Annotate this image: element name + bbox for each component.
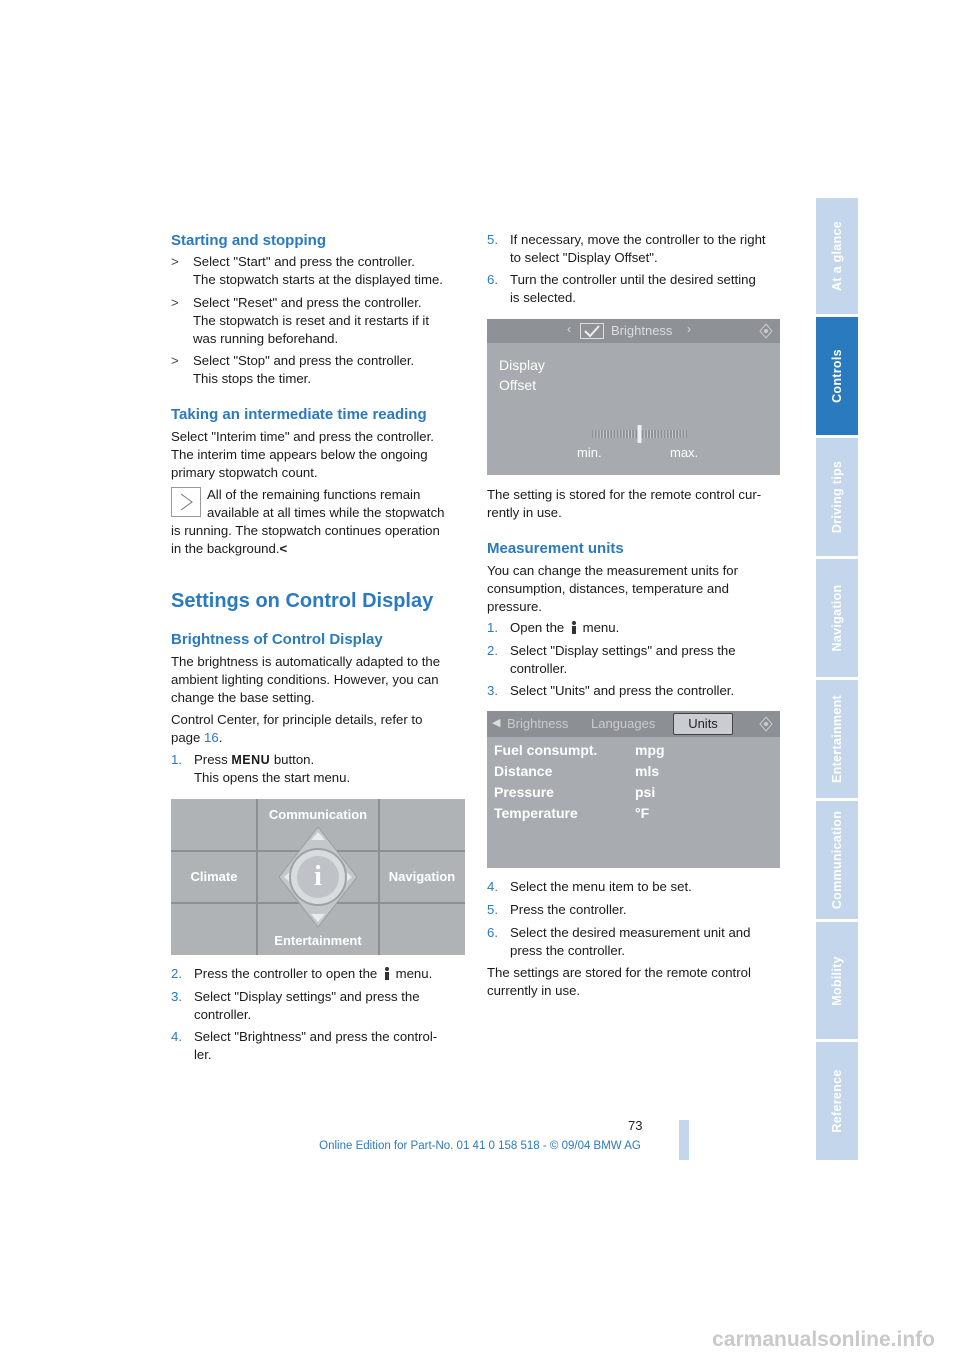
list-item: > Select "Start" and press the controller. The stopwatch starts at the displayed time.: [171, 254, 443, 287]
step-5: 5. If necessary, move the controller to the right to select "Display Offset".: [487, 232, 766, 265]
heading-starting-stopping: Starting and stopping: [171, 232, 326, 249]
units-step-3: 3. Select "Units" and press the controller.: [487, 683, 735, 698]
chevron-right-icon: ›: [687, 322, 691, 336]
brightness-screenshot: [487, 319, 780, 475]
paragraph-setting-stored: The setting is stored for the remote control cur- rently in use.: [487, 487, 762, 520]
max-label: max.: [670, 445, 699, 460]
back-icon[interactable]: ◀: [492, 717, 501, 729]
units-row-value: mpg: [635, 742, 665, 758]
heading-intermediate-time: Taking an intermediate time reading: [171, 406, 427, 423]
tab-communication[interactable]: Communication: [816, 801, 858, 919]
list-item: > Select "Reset" and press the controller. The stopwatch is reset and it restarts if it was running beforehand.: [171, 295, 430, 346]
page-link[interactable]: 16: [204, 730, 219, 745]
info-icon: [383, 967, 390, 980]
brightness-title: Brightness: [611, 323, 673, 338]
check-icon: [580, 323, 604, 339]
menu-item-climate[interactable]: Climate: [190, 869, 238, 884]
tab-units[interactable]: Units: [673, 713, 733, 735]
heading-settings-control-display: Settings on Control Display: [171, 590, 434, 612]
units-step-4: 4. Select the menu item to be set.: [487, 879, 692, 894]
footer-edition: Online Edition for Part-No. 01 41 0 158 518 - © 09/04 BMW AG: [319, 1140, 641, 1152]
paragraph-brightness: The brightness is automatically adapted to the ambient lighting conditions. However, you can change the base setting.: [171, 654, 441, 705]
step-3: 3. Select "Display settings" and press the controller.: [171, 989, 420, 1022]
tab-brightness[interactable]: Brightness: [507, 716, 569, 731]
offset-label: Offset: [499, 377, 537, 393]
paragraph-control-center: Control Center, for principle details, refer to page 16.: [171, 712, 423, 745]
watermark: carmanualsonline.info: [712, 1328, 935, 1351]
start-menu-screenshot: [171, 799, 465, 955]
units-step-6: 6. Select the desired measurement unit and press the controller.: [487, 925, 751, 958]
slider-knob[interactable]: [638, 425, 642, 443]
note-text: All of the remaining functions remain available at all times while the stopwatch: [207, 487, 445, 520]
page-number: 73: [628, 1118, 643, 1133]
brightness-slider[interactable]: [592, 425, 687, 443]
step-6: 6. Turn the controller until the desired setting is selected.: [487, 272, 756, 305]
units-row-label[interactable]: Distance: [494, 763, 553, 779]
heading-brightness: Brightness of Control Display: [171, 631, 383, 648]
units-row-label[interactable]: Temperature: [494, 805, 578, 821]
note-text-cont: is running. The stopwatch continues operation in the background.<: [171, 523, 440, 556]
paragraph-interim: Select "Interim time" and press the controller. The interim time appears below the ongoing primary stopwatch count.: [171, 429, 434, 480]
tab-driving-tips[interactable]: Driving tips: [816, 438, 858, 556]
paragraph-settings-stored: The settings are stored for the remote control currently in use.: [487, 965, 751, 998]
info-icon: [570, 621, 577, 634]
menu-item-communication[interactable]: Communication: [268, 807, 368, 822]
units-row-label[interactable]: Pressure: [494, 784, 554, 800]
units-row-label[interactable]: Fuel consumpt.: [494, 742, 598, 758]
menu-item-navigation[interactable]: Navigation: [388, 869, 456, 884]
tab-entertainment[interactable]: Entertainment: [816, 680, 858, 798]
heading-measurement-units: Measurement units: [487, 540, 624, 557]
scroll-icon[interactable]: [759, 716, 773, 732]
step-2: 2. Press the controller to open the menu.: [171, 966, 433, 981]
units-row-value: °F: [635, 805, 650, 821]
units-row-value: psi: [635, 784, 656, 800]
info-menu-icon[interactable]: i: [314, 861, 322, 892]
tab-at-a-glance[interactable]: At a glance: [816, 198, 858, 314]
step-1: 1. Press MENU button. This opens the start menu.: [171, 752, 351, 785]
chevron-left-icon: ‹: [567, 322, 571, 336]
units-step-1: 1. Open the menu.: [487, 620, 620, 635]
display-label: Display: [499, 357, 545, 373]
menu-button-label: MENU: [231, 753, 271, 767]
tab-mobility[interactable]: Mobility: [816, 922, 858, 1039]
scroll-icon[interactable]: [759, 323, 773, 339]
units-step-5: 5. Press the controller.: [487, 902, 627, 917]
list-item: > Select "Stop" and press the controller. This stops the timer.: [171, 353, 415, 386]
min-label: min.: [577, 445, 602, 460]
tab-languages[interactable]: Languages: [591, 716, 656, 731]
units-screenshot: [487, 711, 780, 868]
menu-item-entertainment[interactable]: Entertainment: [274, 933, 362, 948]
note-arrow-icon: [171, 487, 201, 517]
tab-navigation[interactable]: Navigation: [816, 559, 858, 677]
tab-reference[interactable]: Reference: [816, 1042, 858, 1160]
step-4: 4. Select "Brightness" and press the control- ler.: [171, 1029, 438, 1062]
units-step-2: 2. Select "Display settings" and press the controller.: [487, 643, 736, 676]
units-row-value: mls: [635, 763, 660, 779]
paragraph-units: You can change the measurement units for consumption, distances, temperature and pressure.: [487, 563, 738, 614]
tab-controls[interactable]: Controls: [816, 317, 858, 435]
